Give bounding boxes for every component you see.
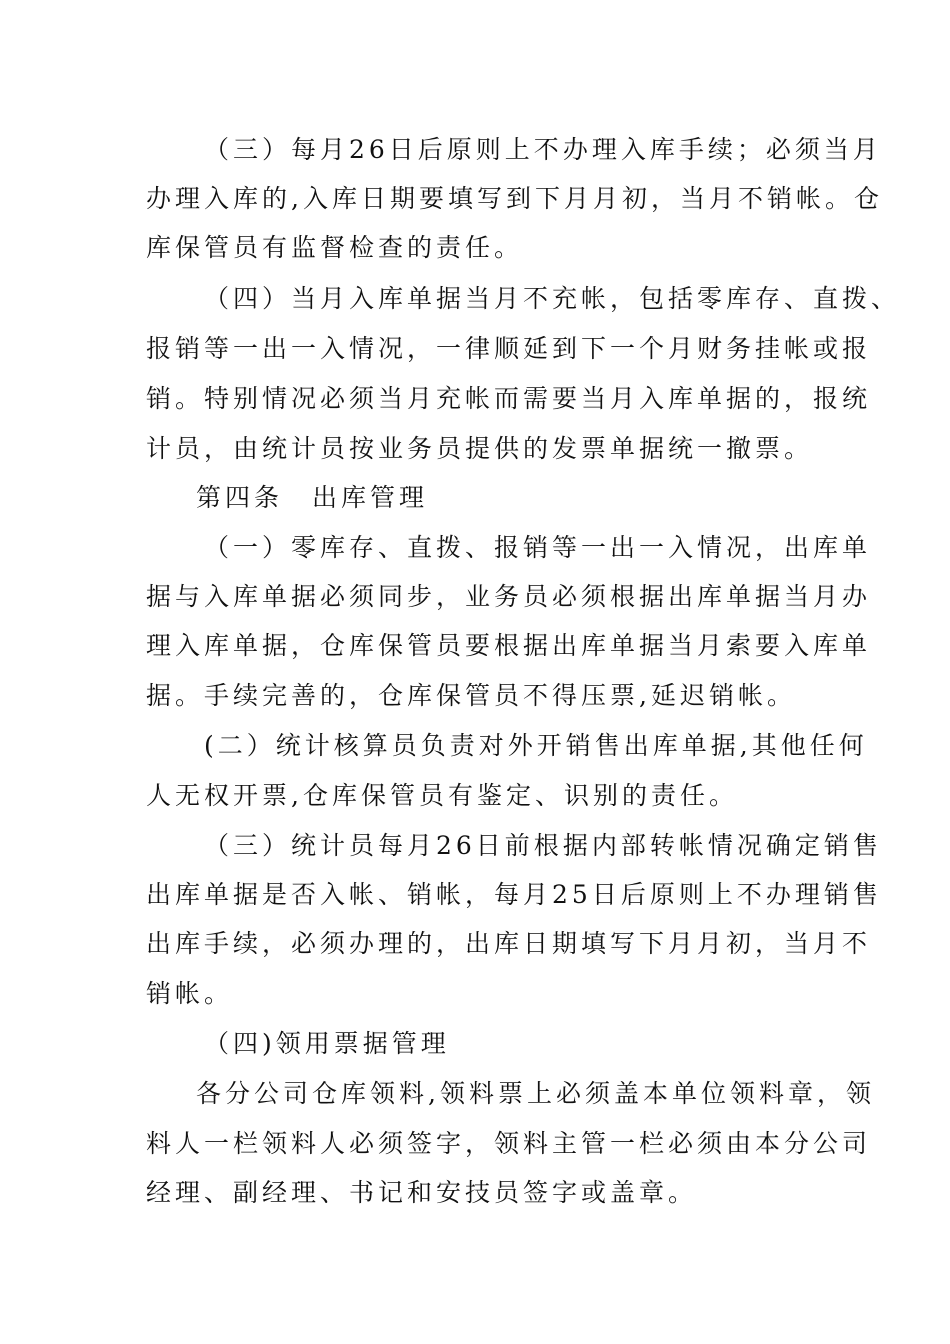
paragraph-line: 人无权开票,仓库保管员有鉴定、识别的责任。 [146,781,738,810]
paragraph-line: （三）统计员每月26日前根据内部转帐情况确定销售 [204,831,882,860]
paragraph-line: 据。手续完善的，仓库保管员不得压票,延迟销帐。 [146,681,796,710]
paragraph-line: 计员，由统计员按业务员提供的发票单据统一撤票。 [146,434,814,463]
paragraph-line: 据与入库单据必须同步，业务员必须根据出库单据当月办 [146,582,872,611]
paragraph-line: （一）零库存、直拨、报销等一出一入情况，出库单 [204,533,872,562]
paragraph-line: 报销等一出一入情况，一律顺延到下一个月财务挂帐或报 [146,334,872,363]
paragraph-line: 销。特别情况必须当月充帐而需要当月入库单据的，报统 [146,384,872,413]
paragraph-line: 出库手续，必须办理的，出库日期填写下月月初，当月不 [146,929,872,958]
paragraph-line: 库保管员有监督检查的责任。 [146,233,524,262]
subsection-heading: （四)领用票据管理 [204,1029,450,1058]
paragraph-line: 各分公司仓库领料,领料票上必须盖本单位领料章，领 [196,1079,875,1108]
paragraph-line: 办理入库的,入库日期要填写到下月月初，当月不销帐。仓 [146,184,883,213]
paragraph-line: 理入库单据，仓库保管员要根据出库单据当月索要入库单 [146,631,872,660]
paragraph-line: (二）统计核算员负责对外开销售出库单据,其他任何 [204,731,868,760]
paragraph-line: 出库单据是否入帐、销帐，每月25日后原则上不办理销售 [146,880,882,909]
paragraph-line: （四）当月入库单据当月不充帐，包括零库存、直拨、 [204,284,901,313]
paragraph-line: 销帐。 [146,979,234,1008]
paragraph-line: 料人一栏领料人必须签字，领料主管一栏必须由本分公司 [146,1129,872,1158]
paragraph-line: （三）每月26日后原则上不办理入库手续；必须当月 [204,135,882,164]
section-heading: 第四条 出库管理 [196,483,429,512]
paragraph-line: 经理、副经理、书记和安技员签字或盖章。 [146,1178,698,1207]
